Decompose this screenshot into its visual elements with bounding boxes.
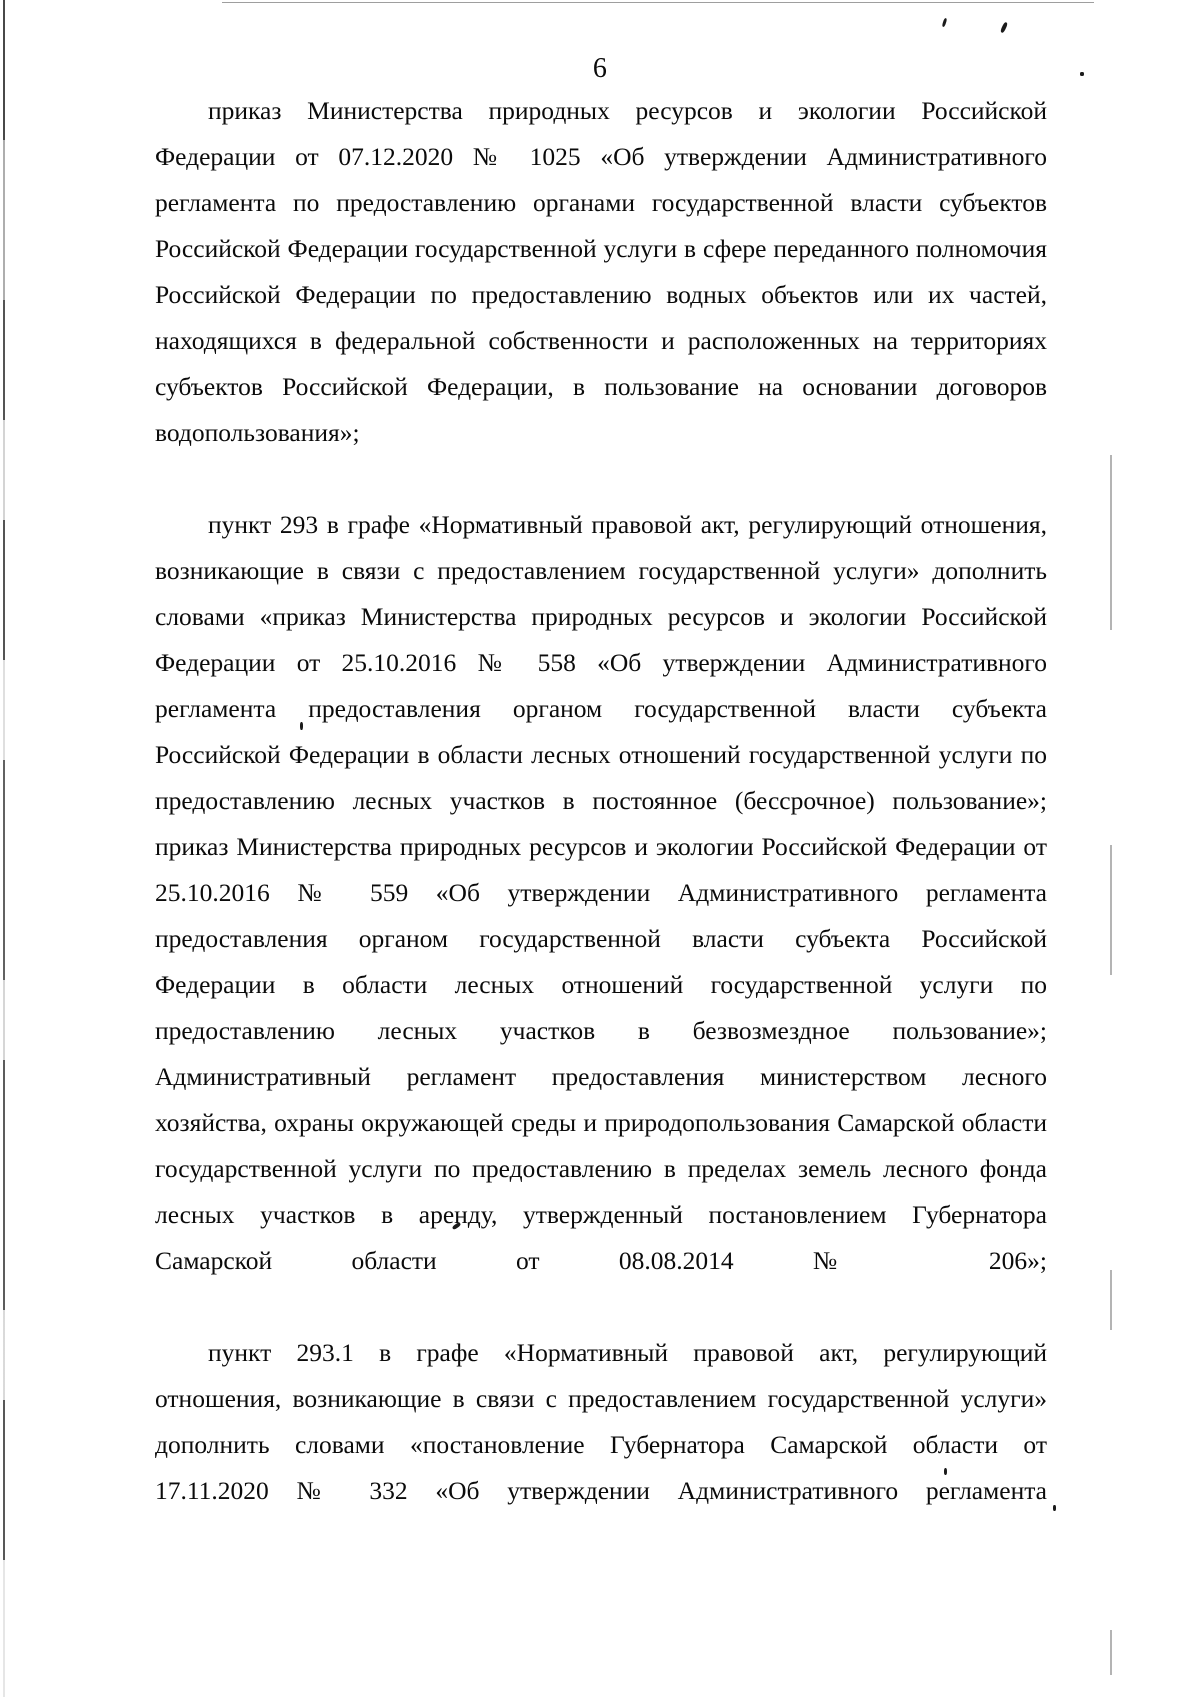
scan-artifact-top-edge-line bbox=[222, 2, 1094, 3]
scan-artifact-left-edge-line bbox=[3, 0, 5, 1697]
scan-speckle bbox=[942, 18, 948, 27]
page-number: 6 bbox=[592, 53, 608, 84]
scan-artifact-right-margin-line-1 bbox=[1110, 455, 1112, 630]
scan-artifact-right-margin-line-4 bbox=[1110, 1630, 1112, 1675]
scan-speckle bbox=[1000, 22, 1008, 34]
scan-artifact-right-margin-line-3 bbox=[1110, 1270, 1112, 1330]
scan-artifact-right-margin-line-2 bbox=[1110, 845, 1112, 975]
document-body bbox=[155, 88, 1047, 1560]
paragraph-water-use-order: приказ Министерства природных ресурсов и экологии Российской Федерации от 07.12.2020 № 1025 «Об утверждении Административного регламента по предоставлению органами государственной власти субъектов Российской Федерации государственной услуги в сфере переданного полномочия Российской Федерации по предоставлению водных объектов или их частей, находящихся в федеральной собственности и расположенных на территориях субъектов Российской Федерации, в пользование на основании договоров водопользования»; bbox=[155, 96, 1047, 447]
scan-speckle bbox=[1053, 1505, 1056, 1511]
paragraph-item-293: пункт 293 в графе «Нормативный правовой акт, регулирующий отношения, возникающие в связи с предоставлением государственной услуги» дополнить словами «приказ Министерства природных ресурсов и экологии Российской Федерации от 25.10.2016 № 558 «Об утверждении Административного регламента предоставления органом государственной власти субъекта Российской Федерации в области лесных отношений государственной услуги по предоставлению лесных участков в постоянное (бессрочное) пользование»; приказ Министерства природных ресурсов и экологии Российской Федерации от 25.10.2016 № 559 «Об утверждении Административного регламента предоставления органом государственной власти субъекта Российской Федерации в области лесных отношений государственной услуги по предоставлению лесных участков в безвозмездное пользование»; Административный регламент предоставления министерством лесного хозяйства, охраны окружающей среды и природопользования Самарской области государственной услуги по предоставлению в пределах земель лесного фонда лесных участков в аренду, утвержденный постановлением Губернатора Самарской области от 08.08.2014 № 206»; bbox=[155, 510, 1047, 1275]
paragraph-item-293-1: пункт 293.1 в графе «Нормативный правовой акт, регулирующий отношения, возникающие в связи с предоставлением государственной услуги» дополнить словами «постановление Губернатора Самарской области от 17.11.2020 № 332 «Об утверждении Административного регламента bbox=[155, 1338, 1047, 1505]
